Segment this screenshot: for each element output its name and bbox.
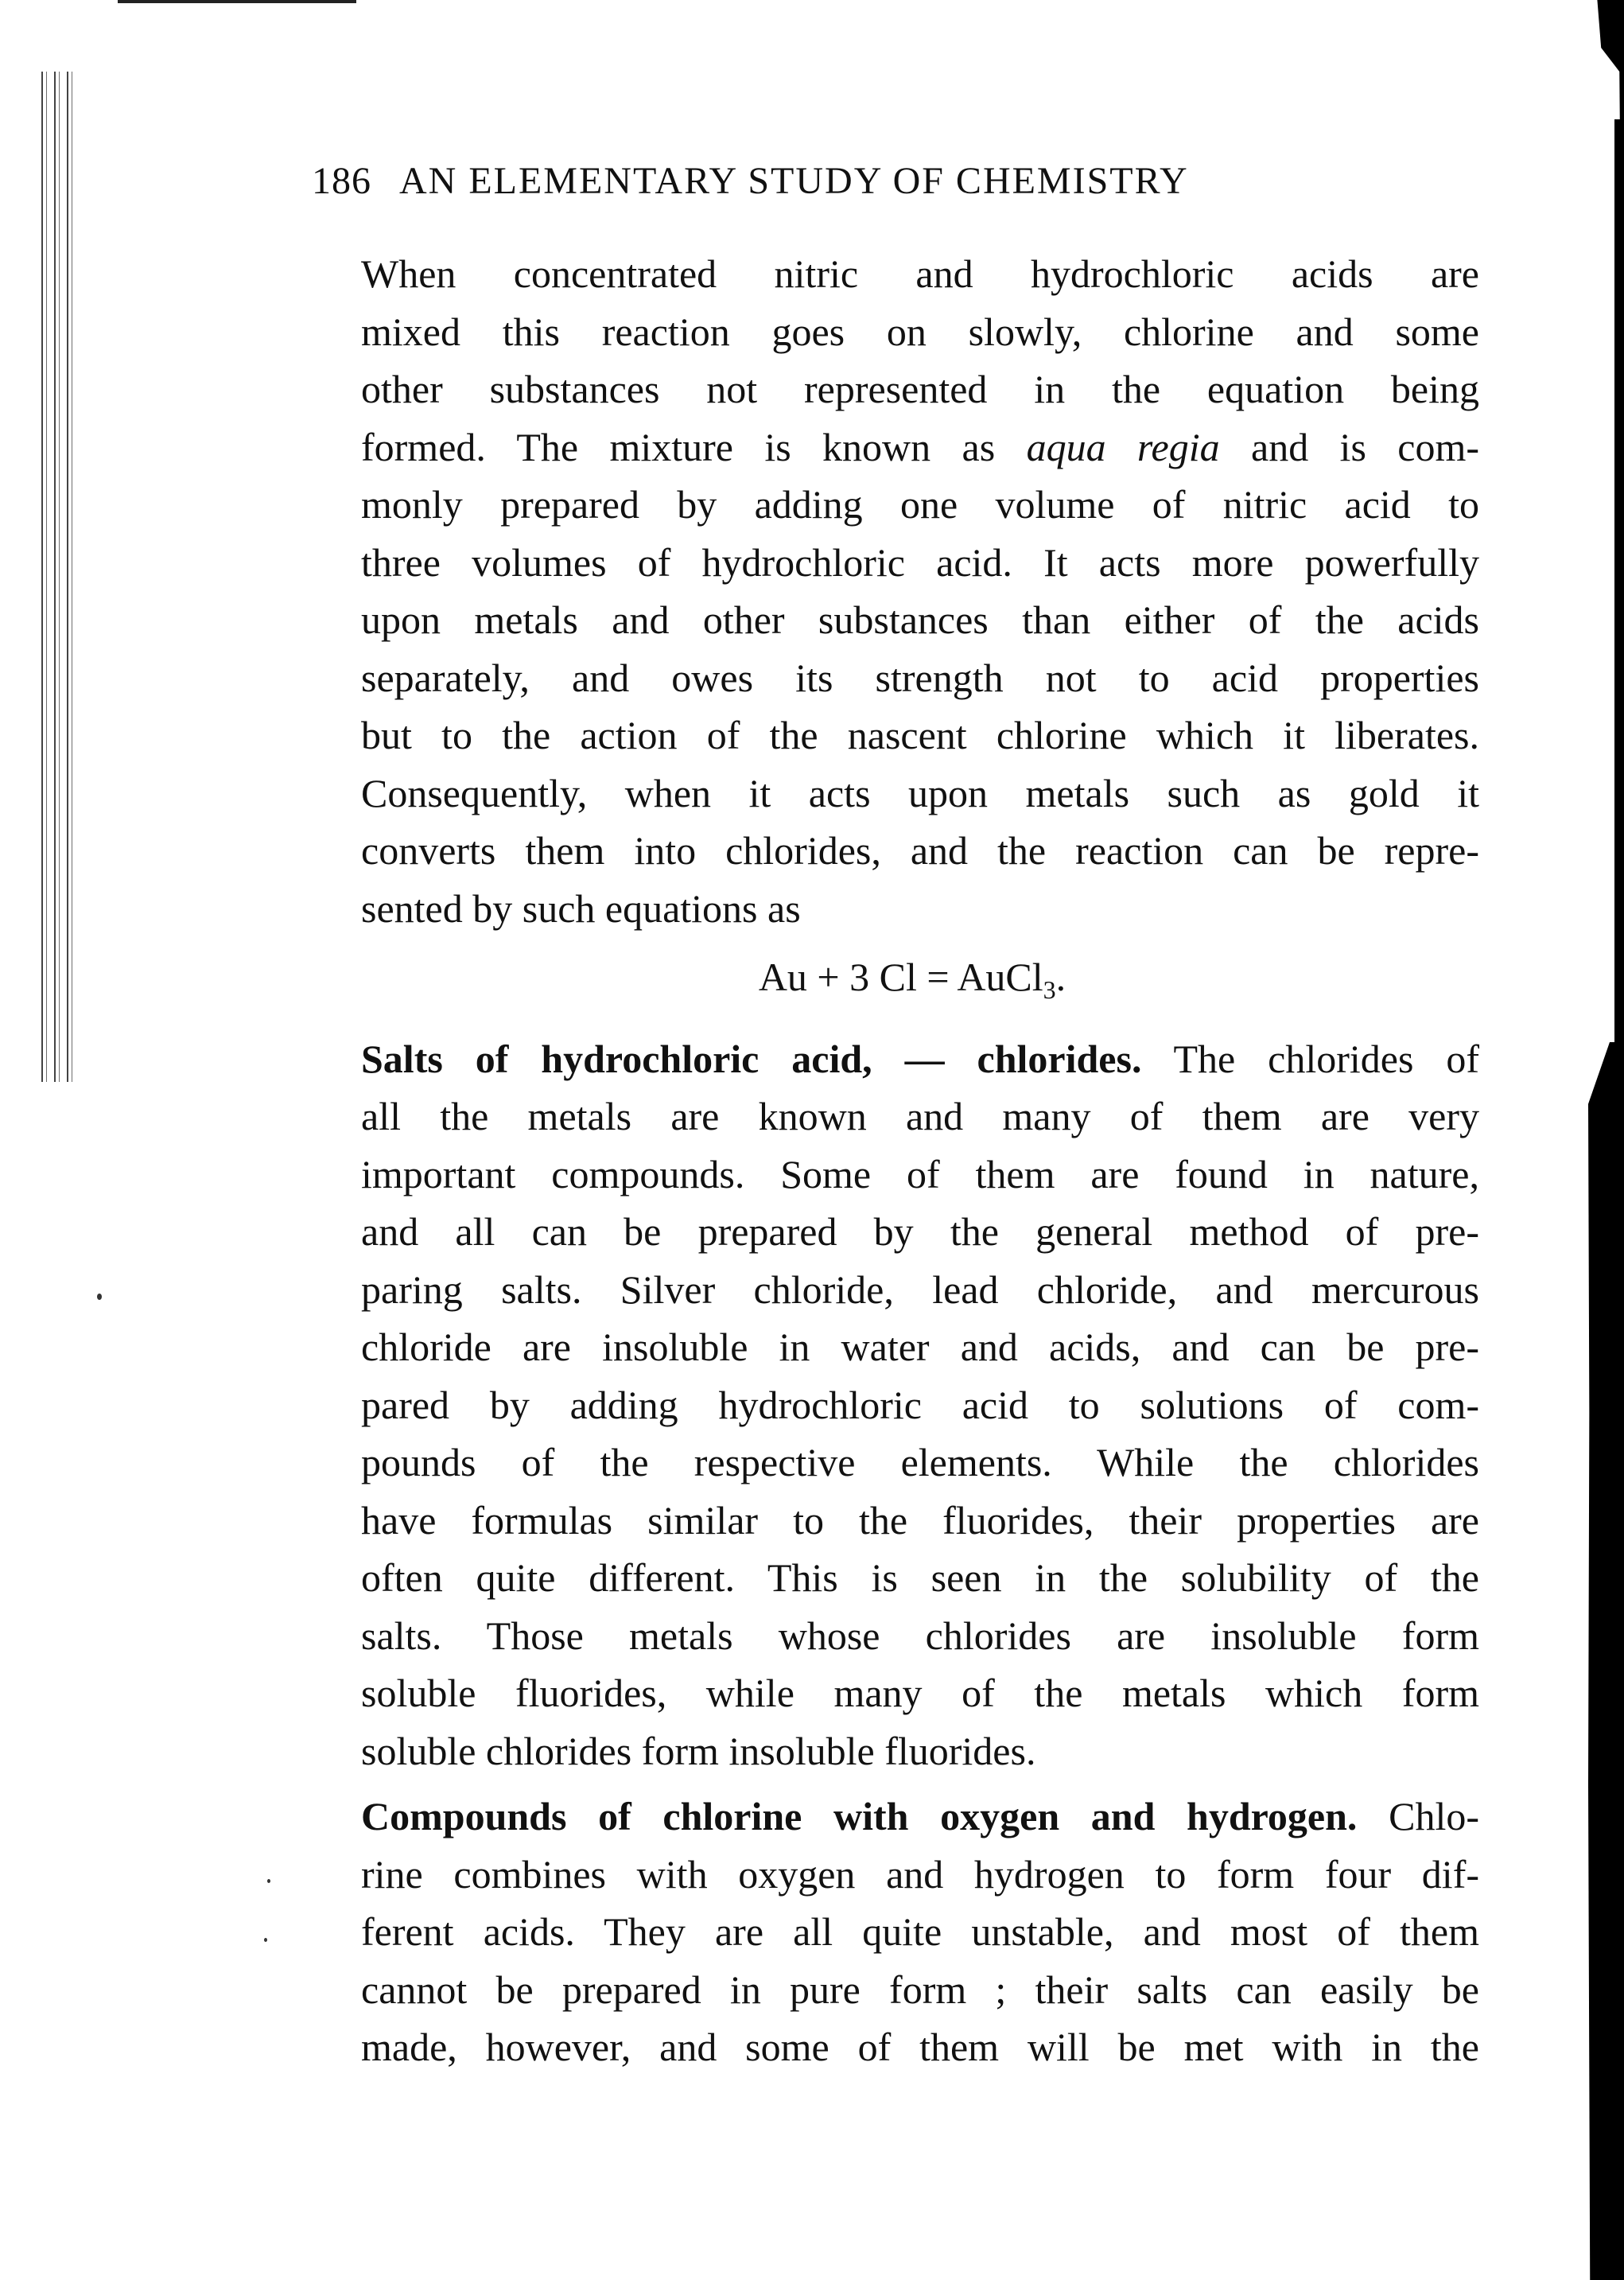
text-line: formed. The mixture is known as aqua regia and is com- xyxy=(361,424,1480,469)
scan-binding-shadow xyxy=(38,72,76,1082)
equation-subscript: 3 xyxy=(1043,975,1056,1004)
page-body xyxy=(313,245,1479,2076)
book-title: AN ELEMENTARY STUDY OF CHEMISTRY xyxy=(399,160,1189,202)
text-line: have formulas similar to the fluorides, their properties are xyxy=(361,1497,1479,1543)
text-line: three volumes of hydrochloric acid. It acts more powerfully xyxy=(361,539,1479,585)
text-line: rine combines with oxygen and hydrogen to form four dif- xyxy=(361,1851,1479,1897)
text-line: When concentrated nitric and hydrochloric acids are xyxy=(361,251,1479,296)
text-line: pared by adding hydrochloric acid to solutions of com- xyxy=(361,1382,1479,1427)
text-line: mixed this reaction goes on slowly, chlorine and some xyxy=(361,309,1479,354)
chemical-equation: Au + 3 Cl = AuCl$_3$. xyxy=(758,955,1066,1004)
text-line: cannot be prepared in pure form ; their salts can easily be xyxy=(361,1967,1479,2012)
text-line: Salts of hydrochloric acid, — chlorides. The chlorides of xyxy=(361,1036,1480,1081)
text-line: paring salts. Silver chloride, lead chloride, and mercurous xyxy=(361,1266,1479,1312)
section-heading: Compounds of chlorine with oxygen and hydrogen. xyxy=(361,1794,1358,1838)
scan-speck xyxy=(267,1879,270,1883)
text-line: made, however, and some of them will be met with in the xyxy=(361,2025,1479,2069)
text-line: converts them into chlorides, and the reaction can be repre- xyxy=(361,828,1479,873)
section-heading: Salts of hydrochloric acid, — chlorides. xyxy=(361,1036,1142,1081)
text-line: other substances not represented in the equation being xyxy=(361,367,1479,411)
running-head xyxy=(312,159,1189,203)
text-line: and all can be prepared by the general method of pre- xyxy=(361,1209,1479,1254)
page-number: 186 xyxy=(312,160,371,202)
scan-edge-strip xyxy=(1614,119,1624,1074)
text-line: pounds of the respective elements. While the chlorides xyxy=(361,1440,1479,1484)
scan-speck xyxy=(97,1294,102,1300)
italic-term: aqua regia xyxy=(1026,424,1220,469)
text-line: separately, and owes its strength not to acid properties xyxy=(361,655,1479,700)
text-line: often quite different. This is seen in the solubility of the xyxy=(361,1555,1479,1600)
text-line: important compounds. Some of them are found in nature, xyxy=(361,1151,1479,1196)
paragraph-aqua-regia xyxy=(313,245,1479,937)
text-line: Compounds of chlorine with oxygen and hydrogen. Chlo- xyxy=(361,1794,1479,1838)
text-line: Consequently, when it acts upon metals such as gold it xyxy=(361,770,1479,815)
text-line: chloride are insoluble in water and acids, and can be pre- xyxy=(361,1325,1479,1369)
text-line: soluble fluorides, while many of the metals which form xyxy=(361,1671,1479,1715)
paragraph-oxygen-compounds xyxy=(313,1788,1479,2076)
text-line: monly prepared by adding one volume of nitric acid to xyxy=(361,482,1479,527)
scan-edge-shadow-bottom xyxy=(1588,1042,1624,2280)
scan-top-rule xyxy=(118,0,356,3)
scan-speck xyxy=(264,1938,267,1942)
text-line: but to the action of the nascent chlorine which it liberates. xyxy=(361,713,1479,757)
text-line: upon metals and other substances than either of the acids xyxy=(361,597,1479,642)
text-line: soluble chlorides form insoluble fluorides. xyxy=(361,1728,1036,1773)
text-line: ferent acids. They are all quite unstable, and most of them xyxy=(361,1909,1479,1954)
text-line: salts. Those metals whose chlorides are insoluble form xyxy=(361,1613,1479,1658)
text-line: sented by such equations as xyxy=(361,885,801,931)
text-line: all the metals are known and many of them are very xyxy=(361,1094,1479,1138)
paragraph-chlorides xyxy=(313,1030,1479,1780)
